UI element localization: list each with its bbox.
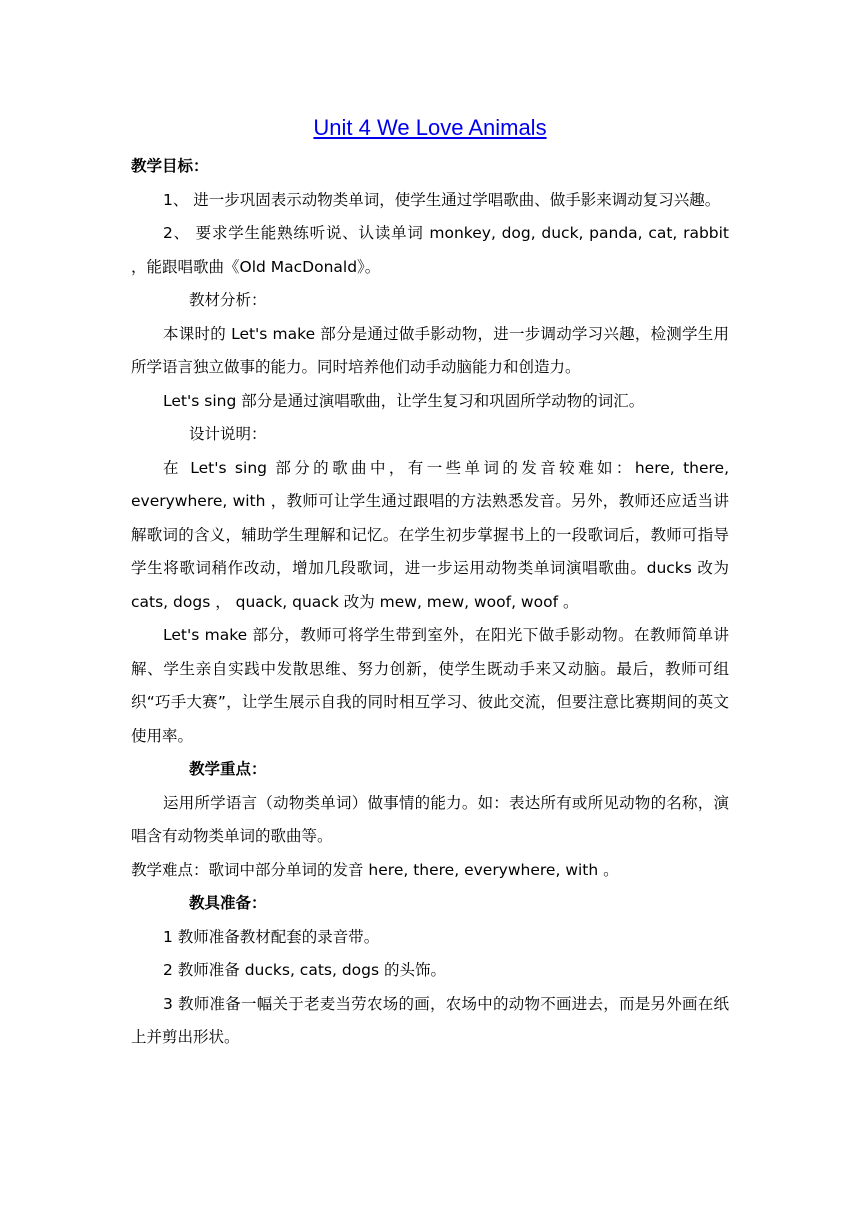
design-notes-heading: 设计说明： bbox=[189, 425, 267, 443]
material-analysis-2: Let's sing 部分是通过演唱歌曲，让学生复习和巩固所学动物的词汇。 bbox=[163, 391, 645, 410]
materials-heading: 教具准备： bbox=[189, 894, 267, 912]
document-title[interactable]: Unit 4 We Love Animals bbox=[313, 115, 547, 140]
difficulties: 教学难点：歌词中部分单词的发音 here, there, everywhere, with 。 bbox=[131, 860, 619, 879]
materials-1: 1 教师准备教材配套的录音带。 bbox=[163, 927, 380, 946]
material-analysis-heading: 教材分析： bbox=[189, 291, 267, 309]
goal-2: 2、 要求学生能熟练听说、认读单词 monkey, dog, duck, panda, cat, rabbit ，能跟唱歌曲《Old MacDonald》。 bbox=[131, 224, 729, 276]
document-body bbox=[131, 150, 729, 1055]
goal-1: 1、 进一步巩固表示动物类单词，使学生通过学唱歌曲、做手影来调动复习兴趣。 bbox=[163, 190, 721, 209]
materials-3: 3 教师准备一幅关于老麦当劳农场的画，农场中的动物不画进去，而是另外画在纸上并剪出形状。 bbox=[131, 994, 729, 1046]
material-analysis-1: 本课时的 Let's make 部分是通过做手影动物，进一步调动学习兴趣，检测学生用所学语言独立做事的能力。同时培养他们动手动脑能力和创造力。 bbox=[131, 324, 729, 376]
design-notes-1: 在 Let's sing 部分的歌曲中，有一些单词的发音较难如：here, there, everywhere, with ，教师可让学生通过跟唱的方法熟悉发音。另外，教师还应适当讲解歌词的含义，辅助学生理解和记忆。在学生初步掌握书上的一段歌词后，教师可指导学生将歌词稍作改动，增加几段歌词，进一步运用动物类单词演唱歌曲。ducks 改为 cats, dogs ， quack, quack 改为 mew, mew, woof, woof 。 bbox=[131, 458, 729, 611]
key-points-heading: 教学重点： bbox=[189, 760, 267, 778]
design-notes-2: Let's make 部分，教师可将学生带到室外，在阳光下做手影动物。在教师简单讲解、学生亲自实践中发散思维、努力创新，使学生既动手来又动脑。最后，教师可组织“巧手大赛”，让学生展示自我的同时相互学习、彼此交流，但要注意比赛期间的英文使用率。 bbox=[131, 626, 729, 745]
materials-2: 2 教师准备 ducks, cats, dogs 的头饰。 bbox=[163, 961, 446, 979]
key-points-1: 运用所学语言（动物类单词）做事情的能力。如：表达所有或所见动物的名称，演唱含有动物类单词的歌曲等。 bbox=[131, 793, 729, 845]
teaching-goals-heading: 教学目标： bbox=[131, 157, 209, 175]
